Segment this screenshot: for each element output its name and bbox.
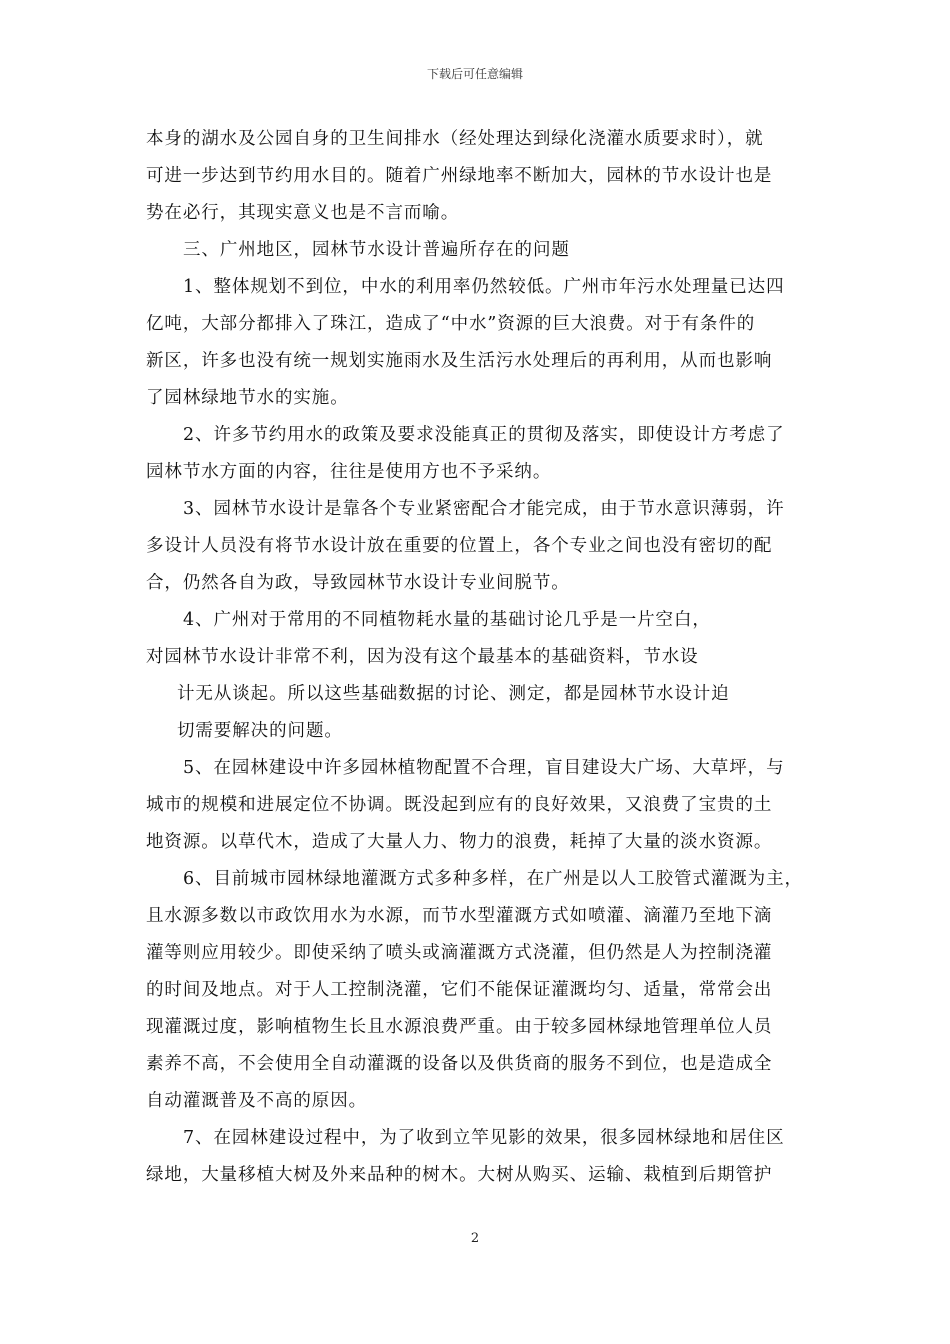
body-line: 亿吨，大部分都排入了珠江，造成了“中水”资源的巨大浪费。对于有条件的 [146, 314, 756, 334]
body-line: 5、在园林建设中许多园林植物配置不合理，盲目建设大广场、大草坪，与 [183, 758, 785, 778]
body-line: 了园林绿地节水的实施。 [146, 388, 349, 408]
body-line: 园林节水方面的内容，往往是使用方也不予采纳。 [146, 462, 552, 482]
body-line: 7、在园林建设过程中，为了收到立竿见影的效果，很多园林绿地和居住区 [183, 1128, 785, 1148]
page-number: 2 [470, 1231, 480, 1246]
body-line: 本身的湖水及公园自身的卫生间排水（经处理达到绿化浇灌水质要求时），就 [146, 129, 764, 149]
body-line: 2、许多节约用水的政策及要求没能真正的贯彻及落实，即使设计方考虑了 [183, 425, 785, 445]
body-line: 素养不高，不会使用全自动灌溉的设备以及供货商的服务不到位，也是造成全 [146, 1054, 773, 1074]
body-line: 多设计人员没有将节水设计放在重要的位置上，各个专业之间也没有密切的配 [146, 536, 773, 556]
body-line: 对园林节水设计非常不利，因为没有这个最基本的基础资料，节水设 [146, 647, 699, 667]
body-line: 合，仍然各自为政，导致园林节水设计专业间脱节。 [146, 573, 570, 593]
body-line: 新区，许多也没有统一规划实施雨水及生活污水处理后的再利用，从而也影响 [146, 351, 773, 371]
body-line: 灌等则应用较少。即使采纳了喷头或滴灌溉方式浇灌，但仍然是人为控制浇灌 [146, 943, 773, 963]
body-line: 切需要解决的问题。 [177, 721, 343, 741]
body-line: 且水源多数以市政饮用水为水源，而节水型灌溉方式如喷灌、滴灌乃至地下滴 [146, 906, 773, 926]
page-header: 下载后可任意编辑 [426, 67, 523, 81]
body-line: 3、园林节水设计是靠各个专业紧密配合才能完成，由于节水意识薄弱，许 [183, 499, 785, 519]
body-line: 地资源。以草代木，造成了大量人力、物力的浪费，耗掉了大量的淡水资源。 [146, 832, 773, 852]
body-line: 4、广州对于常用的不同植物耗水量的基础讨论几乎是一片空白， [183, 610, 711, 630]
body-line: 1、整体规划不到位，中水的利用率仍然较低。广州市年污水处理量已达四 [183, 277, 785, 297]
body-line: 现灌溉过度，影响植物生长且水源浪费严重。由于较多园林绿地管理单位人员 [146, 1017, 773, 1037]
body-line: 城市的规模和进展定位不协调。既没起到应有的良好效果，又浪费了宝贵的土 [146, 795, 773, 815]
body-line: 绿地，大量移植大树及外来品种的树木。大树从购买、运输、栽植到后期管护 [146, 1165, 773, 1185]
body-line: 计无从谈起。所以这些基础数据的讨论、测定，都是园林节水设计迫 [177, 684, 730, 704]
body-line: 的时间及地点。对于人工控制浇灌，它们不能保证灌溉均匀、适量，常常会出 [146, 980, 773, 1000]
body-line: 自动灌溉普及不高的原因。 [146, 1091, 368, 1111]
body-line: 可进一步达到节约用水目的。随着广州绿地率不断加大，园林的节水设计也是 [146, 166, 773, 186]
body-line: 势在必行，其现实意义也是不言而喻。 [146, 203, 460, 223]
body-line: 6、目前城市园林绿地灌溉方式多种多样，在广州是以人工胶管式灌溉为主， [183, 869, 803, 889]
section-heading: 三、广州地区，园林节水设计普遍所存在的问题 [183, 240, 570, 260]
